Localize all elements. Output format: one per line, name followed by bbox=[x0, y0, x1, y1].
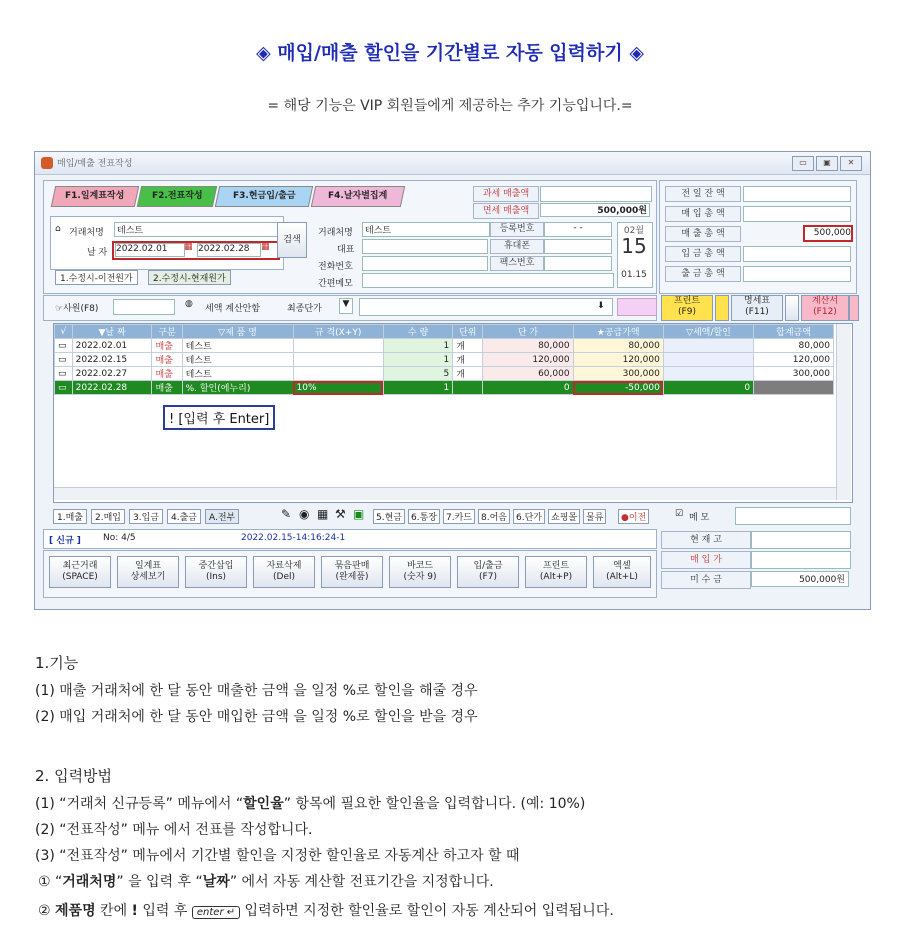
phone-value bbox=[362, 256, 488, 271]
recent-trade-button[interactable]: 최근거래 (SPACE) bbox=[49, 556, 111, 588]
row-icon: ▭ bbox=[55, 381, 73, 395]
calendar-icon[interactable]: ▦ bbox=[184, 242, 193, 252]
tab-cash-inout[interactable]: F3.현금입/출금 bbox=[215, 186, 313, 207]
purchase-price-value bbox=[751, 551, 851, 569]
title-bar bbox=[35, 152, 870, 175]
taxfree-sales-value: 500,000원 bbox=[540, 203, 650, 217]
cell-date[interactable]: 2022.02.27 bbox=[72, 367, 152, 381]
cell-spec[interactable]: 10% bbox=[293, 381, 383, 395]
timestamp: 2022.02.15-14:16:24-1 bbox=[241, 533, 346, 543]
grid-header-tax[interactable]: ▽세액/할인 bbox=[663, 325, 753, 339]
quick-logistics[interactable]: 물류 bbox=[583, 509, 606, 524]
cell-unit[interactable]: 개 bbox=[453, 367, 483, 381]
bottom-tabs bbox=[53, 507, 673, 524]
cell-total[interactable] bbox=[754, 381, 834, 395]
taxable-sales-label: 과세 매출액 bbox=[473, 186, 539, 202]
section2-sub-2: ② 제품명 칸에 ! 입력 후 enter ↵ 입력하면 지정한 할인율로 할인이 자동 계산되어 입력됩니다. bbox=[38, 903, 614, 919]
grid-header-product[interactable]: ▽제 품 명 bbox=[182, 325, 293, 339]
sales-total-label: 매 출 총 액 bbox=[665, 226, 741, 242]
grid-header-check[interactable]: √ bbox=[55, 325, 73, 339]
cell-total[interactable]: 300,000 bbox=[754, 367, 834, 381]
stock-value bbox=[751, 531, 851, 549]
chevron-down-icon[interactable] bbox=[715, 295, 729, 321]
cell-type[interactable]: 매출 bbox=[152, 367, 182, 381]
minimize-button[interactable]: ▭ bbox=[792, 156, 814, 171]
cell-price[interactable]: 120,000 bbox=[483, 353, 573, 367]
section2-item-1: (1) “거래처 신규등록” 메뉴에서 “할인율” 항목에 필요한 할인율을 입력합니다. (예: 10%) bbox=[35, 796, 586, 812]
mode-indicator: [ 신규 ] bbox=[49, 536, 81, 546]
record-number: No: 4/5 bbox=[103, 533, 136, 543]
excel-button[interactable]: 엑셀 (Alt+L) bbox=[593, 556, 651, 588]
grid-header-qty[interactable]: 수 량 bbox=[383, 325, 452, 339]
tab-voucher[interactable]: F2.전표작성 bbox=[137, 186, 217, 207]
note-input[interactable] bbox=[359, 298, 613, 316]
delete-button[interactable]: 자료삭제 (Del) bbox=[253, 556, 315, 588]
chevron-down-icon[interactable]: ▼ bbox=[339, 298, 353, 314]
insert-button[interactable]: 중간삽입 (Ins) bbox=[185, 556, 247, 588]
cell-date[interactable]: 2022.02.28 bbox=[72, 381, 152, 395]
page-subtitle: = 해당 기능은 VIP 회원들에게 제공하는 추가 기능입니다.= bbox=[267, 98, 633, 114]
info-customer-value: 테스트 bbox=[362, 222, 490, 237]
cell-qty[interactable]: 5 bbox=[383, 367, 452, 381]
vertical-scrollbar[interactable] bbox=[836, 324, 851, 500]
deposit-total-label: 입 금 총 액 bbox=[665, 246, 741, 262]
mobile-label: 휴대폰 bbox=[490, 239, 544, 254]
grid-header-spec[interactable]: 규 격(X+Y) bbox=[293, 325, 383, 339]
cell-type[interactable]: 매출 bbox=[152, 339, 182, 353]
table-row[interactable] bbox=[55, 353, 834, 367]
grid-header-unit[interactable]: 단위 bbox=[453, 325, 483, 339]
enter-key-icon: enter ↵ bbox=[192, 906, 240, 919]
memo-field-label: 메 모 bbox=[689, 513, 710, 523]
arrow-down-icon[interactable]: ⬇ bbox=[597, 301, 605, 311]
cell-product[interactable]: 테스트 bbox=[182, 339, 293, 353]
cell-tax[interactable] bbox=[663, 367, 753, 381]
globe-icon[interactable]: ◉ bbox=[299, 507, 310, 521]
quick-card[interactable]: 7.카드 bbox=[443, 509, 475, 524]
invoice-button[interactable]: 계산서 (F12) bbox=[801, 295, 849, 321]
withdraw-total-value bbox=[743, 266, 851, 282]
grid-header-price[interactable]: 단 가 bbox=[483, 325, 573, 339]
withdraw-total-label: 출 금 총 액 bbox=[665, 266, 741, 282]
tab-sales[interactable]: 1.매출 bbox=[53, 509, 87, 524]
phone-label: 전화번호 bbox=[318, 262, 353, 272]
month-text: 02월 bbox=[623, 226, 645, 236]
cell-supply[interactable]: 300,000 bbox=[573, 367, 663, 381]
row-icon: ▭ bbox=[55, 353, 73, 367]
tax-calc-label[interactable]: 세액 계산안함 bbox=[205, 304, 261, 314]
customer-label: 거래처명 bbox=[69, 228, 104, 238]
cell-total[interactable]: 120,000 bbox=[754, 353, 834, 367]
last-price-label: 최종단가 bbox=[287, 304, 322, 314]
cash-inout-button[interactable]: 입/출금 (F7) bbox=[457, 556, 519, 588]
prev-balance-value bbox=[743, 186, 851, 202]
date-to-input[interactable]: 2022.02.28 bbox=[197, 243, 261, 257]
memo-checkbox[interactable]: ☑ bbox=[675, 509, 684, 519]
prev-balance-label: 전 일 잔 액 bbox=[665, 186, 741, 202]
taxfree-sales-label: 면세 매출액 bbox=[473, 203, 539, 219]
cell-qty[interactable]: 1 bbox=[383, 353, 452, 367]
window-title: 매입/매출 전표작성 bbox=[57, 159, 133, 169]
reg-number-label: 등록번호 bbox=[490, 222, 544, 237]
section2-sub-1: ① “거래처명” 을 입력 후 “날짜” 에서 자동 계산할 전표기간을 지정합니다. bbox=[38, 874, 494, 890]
quick-cash[interactable]: 5.현금 bbox=[373, 509, 405, 524]
quick-price[interactable]: 6.단가 bbox=[513, 509, 545, 524]
cell-spec[interactable] bbox=[293, 353, 383, 367]
fax-value bbox=[544, 256, 612, 271]
settings-icon[interactable]: ⚒ bbox=[335, 507, 346, 521]
grid-header-supply[interactable]: ★공급가액 bbox=[573, 325, 663, 339]
barcode-button[interactable]: 바코드 (숫자 9) bbox=[389, 556, 451, 588]
section1-item-2: (2) 매입 거래처에 한 달 동안 매입한 금액 을 일정 %로 할인을 받을 경우 bbox=[35, 709, 478, 725]
date-from-input[interactable]: 2022.02.01 bbox=[115, 243, 185, 257]
table-row[interactable] bbox=[55, 367, 834, 381]
chevron-down-icon[interactable] bbox=[849, 295, 859, 321]
cell-spec[interactable] bbox=[293, 367, 383, 381]
deposit-total-value bbox=[743, 246, 851, 262]
reg-number-value: - - bbox=[544, 222, 612, 237]
maximize-button[interactable]: ▣ bbox=[816, 156, 838, 171]
cell-spec[interactable] bbox=[293, 339, 383, 353]
cell-product[interactable]: %. 할인(에누리) bbox=[182, 381, 293, 395]
tab-date-summary[interactable]: F4.날자별집계 bbox=[311, 186, 405, 207]
stock-label: 현 재 고 bbox=[661, 531, 751, 549]
chevron-down-icon[interactable] bbox=[785, 295, 799, 321]
purchase-total-value bbox=[743, 206, 851, 222]
table-row[interactable] bbox=[55, 339, 834, 353]
page-title: ◈ 매입/매출 할인을 기간별로 자동 입력하기 ◈ bbox=[256, 42, 644, 64]
cell-price[interactable]: 80,000 bbox=[483, 339, 573, 353]
memo-input[interactable] bbox=[735, 507, 851, 525]
horizontal-scrollbar[interactable] bbox=[54, 487, 836, 500]
search-button[interactable]: 검색 bbox=[277, 222, 307, 258]
cell-supply[interactable]: -50,000 bbox=[573, 381, 663, 395]
print-alt-button[interactable]: 프린트 (Alt+P) bbox=[525, 556, 587, 588]
color-swatch bbox=[617, 298, 657, 316]
cell-tax[interactable]: 0 bbox=[663, 381, 753, 395]
table-row-selected[interactable] bbox=[55, 381, 834, 395]
memo-label: 간편메모 bbox=[318, 279, 353, 289]
cell-total[interactable]: 80,000 bbox=[754, 339, 834, 353]
cell-unit[interactable]: 개 bbox=[453, 339, 483, 353]
representative-label: 대표 bbox=[337, 245, 355, 255]
cell-qty[interactable]: 1 bbox=[383, 381, 452, 395]
section2-item-2: (2) “전표작성” 메뉴 에서 전표를 작성합니다. bbox=[35, 822, 313, 838]
purchase-price-label: 매 입 가 bbox=[661, 551, 751, 569]
tab-deposit[interactable]: 3.입금 bbox=[129, 509, 163, 524]
daily-detail-button[interactable]: 일계표 상세보기 bbox=[117, 556, 179, 588]
date-label: 날 자 bbox=[87, 248, 108, 258]
app-icon bbox=[41, 157, 53, 169]
tab-previous-cost[interactable]: 1.수정시-이전원가 bbox=[55, 270, 138, 285]
voucher-window bbox=[34, 151, 871, 610]
tab-purchase[interactable]: 2.매입 bbox=[91, 509, 125, 524]
representative-value bbox=[362, 239, 488, 254]
section2-item-3: (3) “전표작성” 메뉴에서 기간별 할인을 지정한 할인율로 자동계산 하고자 할 때 bbox=[35, 848, 520, 864]
day-text: 15 bbox=[621, 234, 647, 258]
section1-title: 1.기능 bbox=[35, 654, 79, 672]
cell-supply[interactable]: 120,000 bbox=[573, 353, 663, 367]
cell-unit[interactable] bbox=[453, 381, 483, 395]
cell-date[interactable]: 2022.02.15 bbox=[72, 353, 152, 367]
excel-icon[interactable]: ▣ bbox=[353, 507, 365, 521]
tab-withdraw[interactable]: 4.출금 bbox=[167, 509, 201, 524]
cell-price[interactable]: 60,000 bbox=[483, 367, 573, 381]
receivable-label: 미 수 금 bbox=[661, 571, 751, 589]
home-icon: ⌂ bbox=[55, 224, 61, 234]
fax-label: 팩스번호 bbox=[490, 256, 544, 271]
cell-type[interactable]: 매출 bbox=[152, 353, 182, 367]
cell-tax[interactable] bbox=[663, 353, 753, 367]
calendar-icon[interactable]: ▦ bbox=[261, 242, 270, 252]
row-icon: ▭ bbox=[55, 339, 73, 353]
cell-date[interactable]: 2022.02.01 bbox=[72, 339, 152, 353]
cell-product[interactable]: 테스트 bbox=[182, 353, 293, 367]
date-small-text: 01.15 bbox=[621, 270, 647, 280]
statement-button[interactable]: 명세표 (F11) bbox=[731, 295, 783, 321]
cell-product[interactable]: 테스트 bbox=[182, 367, 293, 381]
cell-price[interactable]: 0 bbox=[483, 381, 573, 395]
customer-input[interactable]: 테스트 bbox=[114, 222, 278, 237]
calculator-icon[interactable]: ▦ bbox=[317, 507, 329, 521]
enter-callout: ! [입력 후 Enter] bbox=[163, 405, 275, 430]
close-button[interactable]: ✕ bbox=[840, 156, 862, 171]
cell-qty[interactable]: 1 bbox=[383, 339, 452, 353]
quick-previous[interactable]: ●이전 bbox=[618, 509, 649, 524]
quick-bank[interactable]: 6.통장 bbox=[408, 509, 440, 524]
tab-current-cost[interactable]: 2.수정시-현재원가 bbox=[148, 270, 231, 285]
receivable-value: 500,000원 bbox=[751, 571, 849, 587]
cell-tax[interactable] bbox=[663, 339, 753, 353]
grid-header-date[interactable]: ▼날 짜 bbox=[72, 325, 152, 339]
grid-header-total[interactable]: 합계금액 bbox=[754, 325, 834, 339]
cell-type[interactable]: 매출 bbox=[152, 381, 182, 395]
cell-unit[interactable]: 개 bbox=[453, 353, 483, 367]
section1-item-1: (1) 매출 거래처에 한 달 동안 매출한 금액 을 일정 %로 할인을 해줄 경우 bbox=[35, 683, 478, 699]
employee-input[interactable] bbox=[113, 299, 175, 315]
bundle-sale-button[interactable]: 묶음판매 (완제품) bbox=[321, 556, 383, 588]
tool-icon[interactable]: ✎ bbox=[281, 507, 292, 521]
mobile-value bbox=[544, 239, 612, 254]
row-icon: ▭ bbox=[55, 367, 73, 381]
memo-value[interactable] bbox=[362, 273, 614, 288]
print-button[interactable]: 프린트 (F9) bbox=[661, 295, 713, 321]
taxable-sales-value bbox=[540, 186, 652, 202]
purchase-total-label: 매 입 총 액 bbox=[665, 206, 741, 222]
tab-daily-ledger[interactable]: F1.일계표작성 bbox=[51, 186, 139, 207]
cell-supply[interactable]: 80,000 bbox=[573, 339, 663, 353]
tab-all[interactable]: A.전부 bbox=[205, 509, 239, 524]
quick-bill[interactable]: 8.어음 bbox=[478, 509, 510, 524]
quick-shop[interactable]: 쇼핑몰 bbox=[548, 509, 580, 524]
section2-title: 2. 입력방법 bbox=[35, 767, 113, 785]
employee-button[interactable]: ☞사원(F8) bbox=[55, 304, 99, 314]
grid-header-type[interactable]: 구분 bbox=[152, 325, 182, 339]
info-customer-label: 거래처명 bbox=[318, 228, 353, 238]
tax-icon: ◍ bbox=[185, 299, 193, 309]
sales-total-value: 500,000 bbox=[803, 225, 853, 242]
